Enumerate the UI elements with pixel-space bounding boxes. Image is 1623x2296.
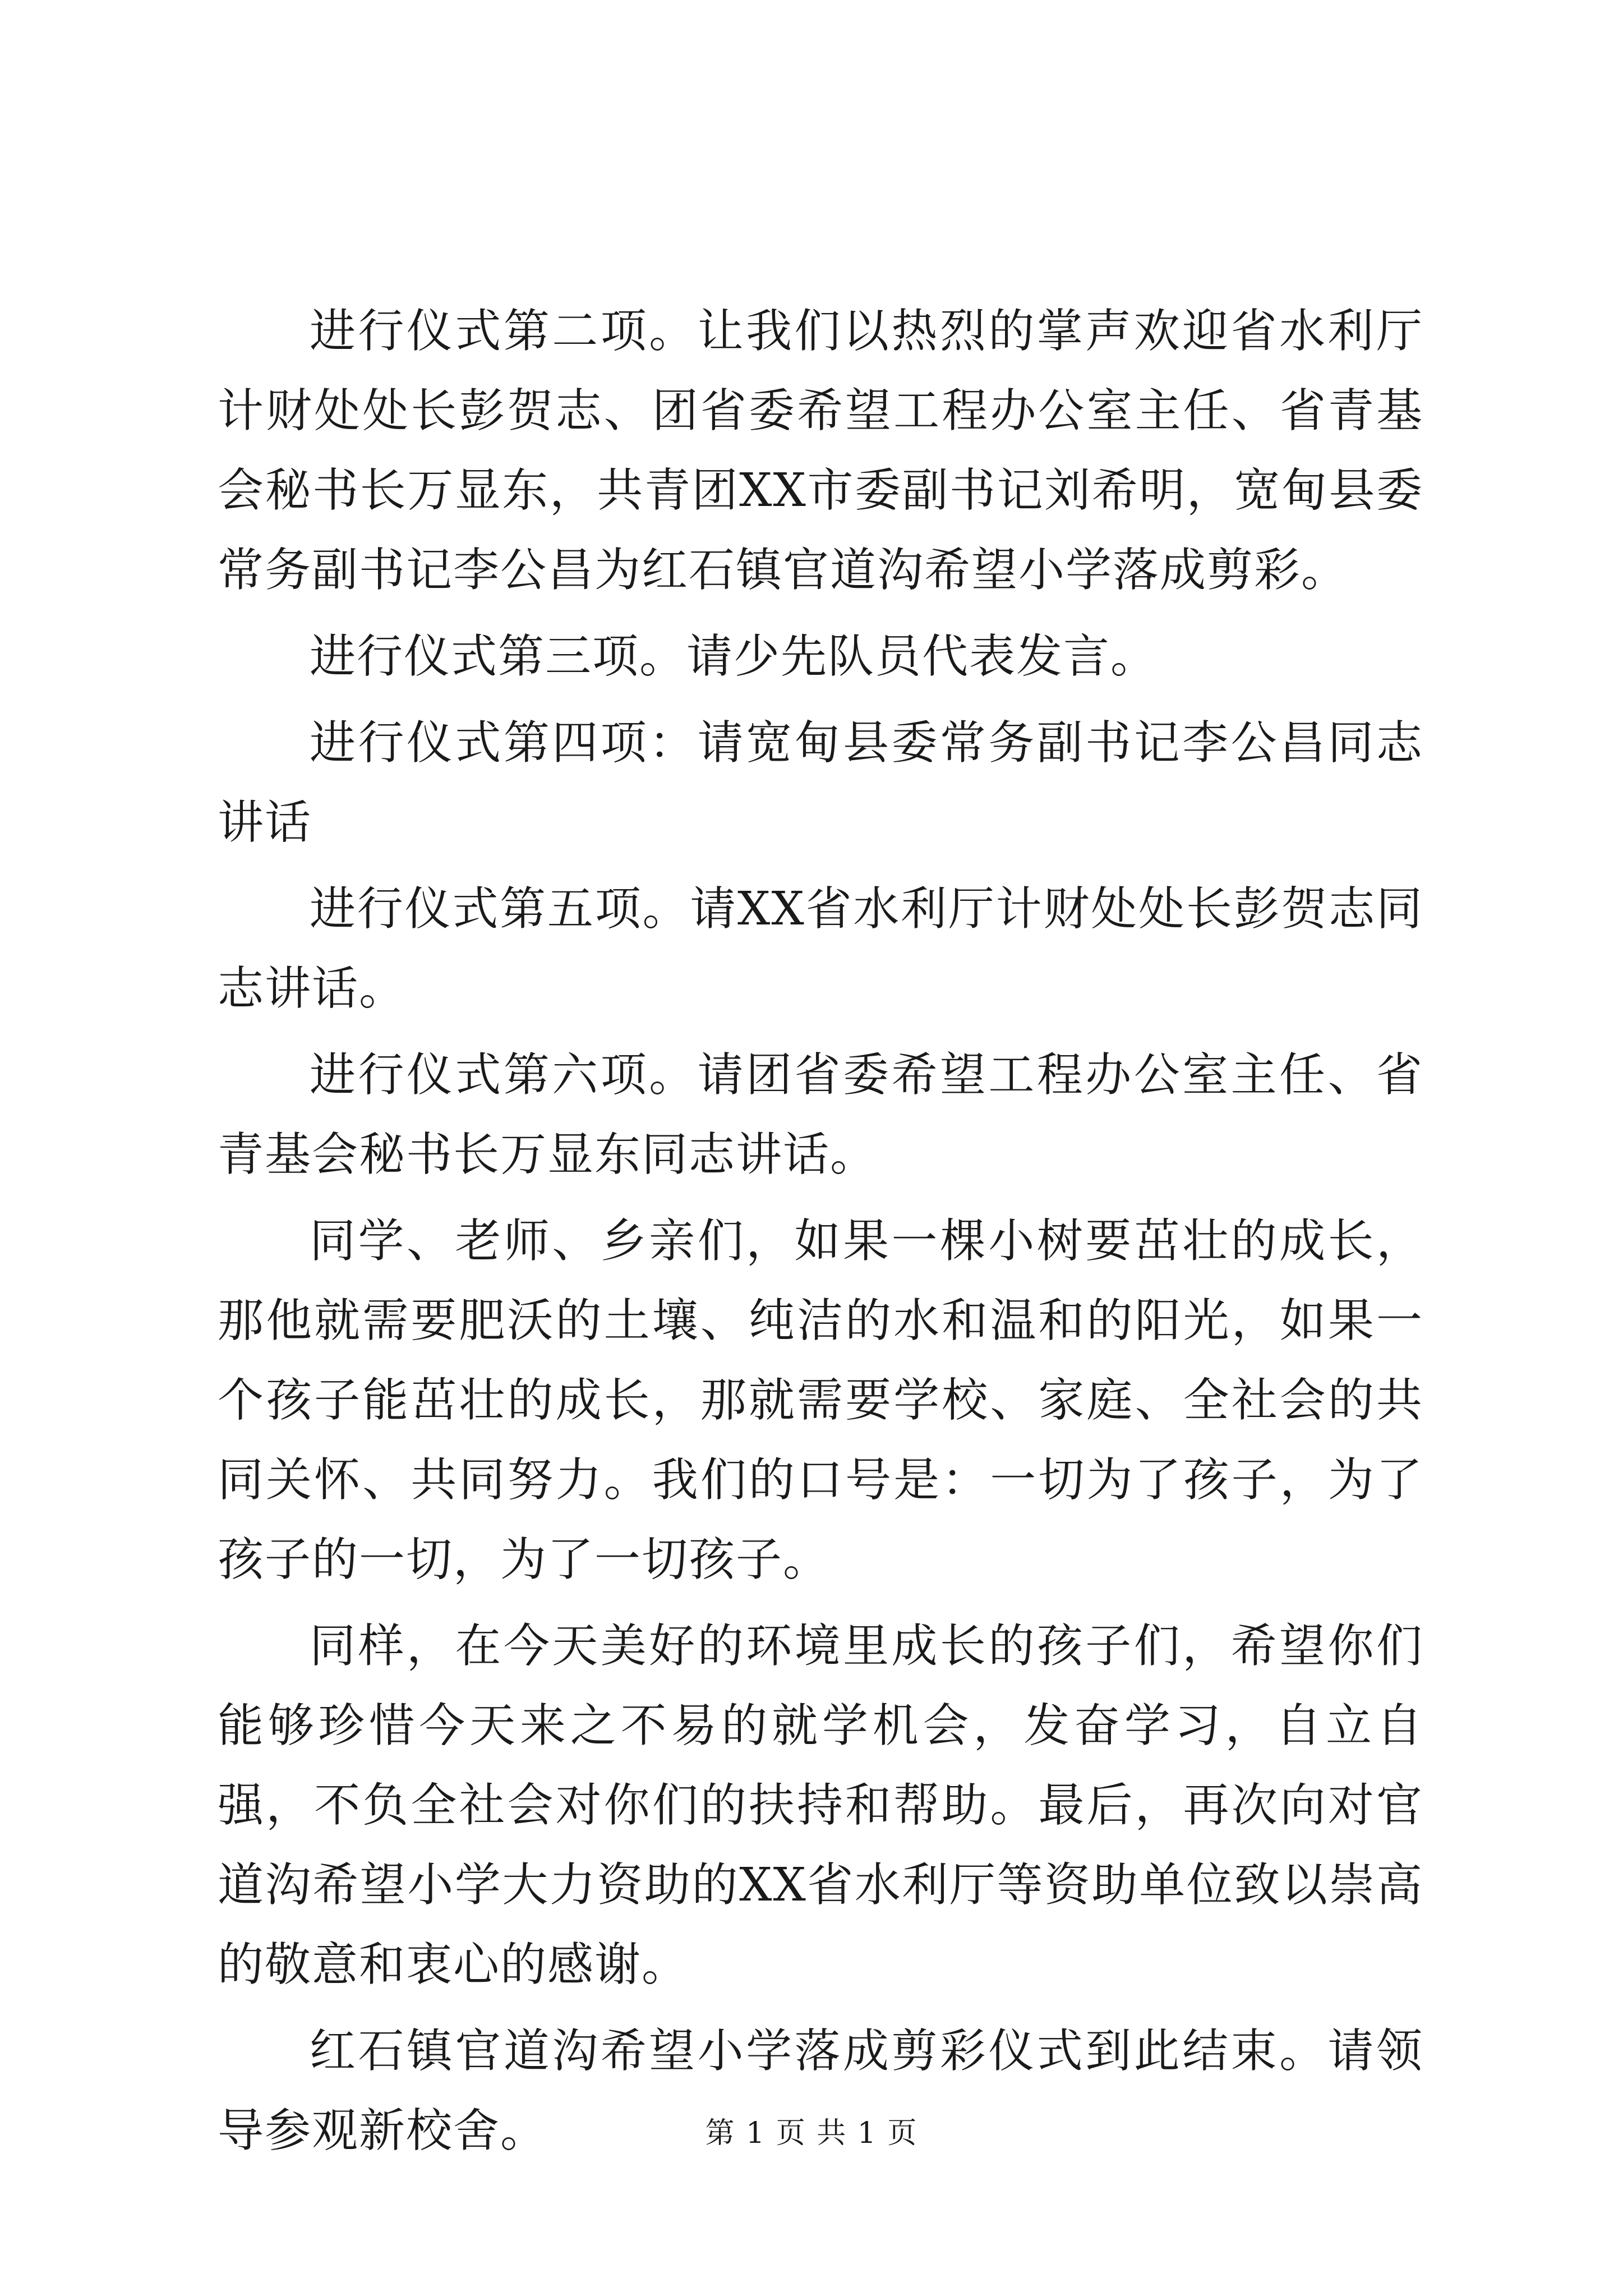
paragraph-address: 同学、老师、乡亲们，如果一棵小树要茁壮的成长，那他就需要肥沃的土壤、纯洁的水和温和的阳光，如果一个孩子能茁壮的成长，那就需要学校、家庭、全社会的共同关怀、共同努力。我们的口号是：一切为了孩子，为了孩子的一切，为了一切孩子。 xyxy=(218,1214,1423,1586)
paragraph-ceremony-item-2: 进行仪式第二项。让我们以热烈的掌声欢迎省水利厅计财处处长彭贺志、团省委希望工程办公室主任、省青基会秘书长万显东，共青团XX市委副书记刘希明，宽甸县委常务副书记李公昌为红石镇官道沟希望小学落成剪彩。 xyxy=(218,305,1423,597)
paragraph-ceremony-end: 红石镇官道沟希望小学落成剪彩仪式到此结束。请领导参观新校舍。 xyxy=(218,2024,1423,2157)
paragraph-ceremony-item-4: 进行仪式第四项：请宽甸县委常务副书记李公昌同志讲话 xyxy=(218,716,1423,849)
paragraph-closing-thanks: 同样，在今天美好的环境里成长的孩子们，希望你们能够珍惜今天来之不易的就学机会，发奋学习，自立自强，不负全社会对你们的扶持和帮助。最后，再次向对官道沟希望小学大力资助的XX省水利厅等资助单位致以崇高的敬意和衷心的感谢。 xyxy=(218,1619,1423,1991)
paragraph-ceremony-item-3: 进行仪式第三项。请少先队员代表发言。 xyxy=(310,630,1158,683)
paragraph-ceremony-item-5: 进行仪式第五项。请XX省水利厅计财处处长彭贺志同志讲话。 xyxy=(218,882,1423,1015)
paragraph-ceremony-item-6: 进行仪式第六项。请团省委希望工程办公室主任、省青基会秘书长万显东同志讲话。 xyxy=(218,1048,1423,1181)
document-body xyxy=(218,292,1423,2178)
page-number-footer: 第 1 页 共 1 页 xyxy=(705,2116,918,2150)
